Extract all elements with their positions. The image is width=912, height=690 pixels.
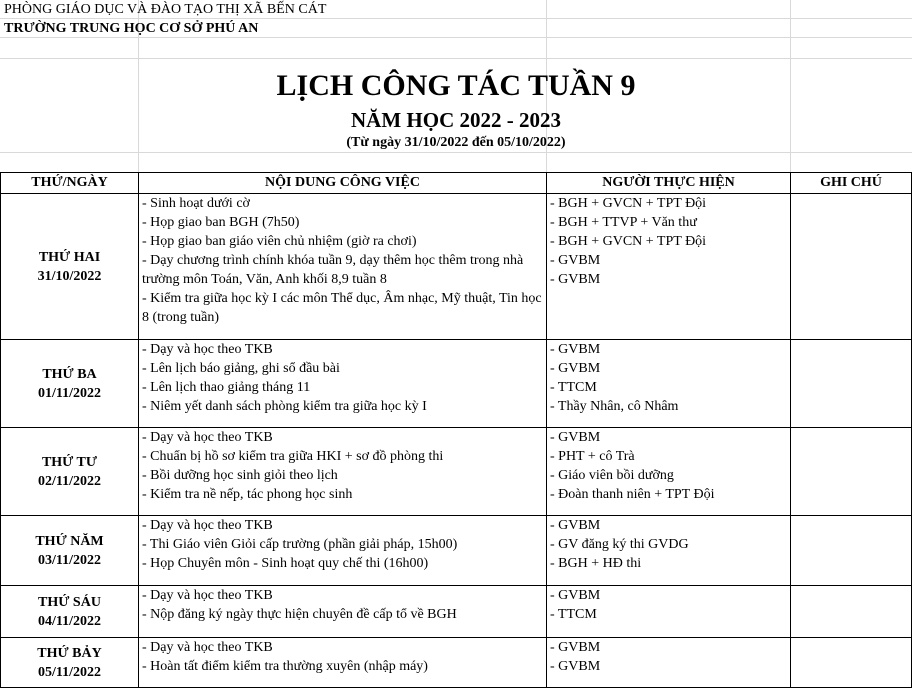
- gridline: [0, 37, 912, 38]
- task-item: - Dạy và học theo TKB: [142, 640, 273, 655]
- date-range: (Từ ngày 31/10/2022 đến 05/10/2022): [346, 135, 566, 150]
- table-row: [1, 638, 912, 688]
- schedule-table: [0, 172, 912, 688]
- people-cell: [547, 586, 791, 638]
- task-item: - Dạy và học theo TKB: [142, 588, 273, 603]
- table-row: [1, 194, 912, 340]
- tasks-cell: [139, 428, 547, 516]
- col-header-notes: GHI CHÚ: [791, 173, 912, 194]
- person-item: - BGH + GVCN + TPT Đội: [550, 196, 707, 211]
- person-item: - GVBM: [550, 659, 601, 674]
- day-cell: [1, 340, 139, 428]
- col-header-day: THỨ/NGÀY: [1, 173, 139, 194]
- task-item: - Sinh hoạt dưới cờ: [142, 196, 250, 211]
- col-header-tasks: NỘI DUNG CÔNG VIỆC: [139, 173, 547, 194]
- notes-cell: [791, 638, 912, 688]
- person-item: - GVBM: [550, 430, 601, 445]
- day-name: THỨ BA: [42, 366, 97, 382]
- day-name: THỨ BẢY: [37, 645, 102, 661]
- task-item: - Họp Chuyên môn - Sinh hoạt quy chế thi (16h00): [142, 556, 429, 571]
- task-item: - Lên lịch thao giảng tháng 11: [142, 380, 311, 395]
- notes-cell: [791, 340, 912, 428]
- day-cell: [1, 638, 139, 688]
- tasks-cell: [139, 194, 547, 340]
- task-item: - Nộp đăng ký ngày thực hiện chuyên đề cấp tổ về BGH: [142, 607, 457, 622]
- person-item: - GVBM: [550, 272, 601, 287]
- task-item: - Kiểm tra giữa học kỳ I các môn Thể dục, Âm nhạc, Mỹ thuật, Tin học 8 (trong tuần): [142, 291, 542, 325]
- notes-cell: [791, 516, 912, 586]
- day-date: 01/11/2022: [37, 385, 101, 401]
- people-cell: [547, 638, 791, 688]
- person-item: - Thầy Nhân, cô Nhâm: [550, 399, 679, 414]
- task-item: - Dạy chương trình chính khóa tuần 9, dạy thêm học thêm trong nhà trường môn Toán, Văn, Anh khối 8,9 tuần 8: [142, 253, 524, 287]
- gridline: [0, 58, 912, 59]
- notes-cell: [791, 194, 912, 340]
- notes-cell: [791, 586, 912, 638]
- person-item: - GVBM: [550, 640, 601, 655]
- people-cell: [547, 340, 791, 428]
- tasks-cell: [139, 516, 547, 586]
- day-cell: [1, 428, 139, 516]
- task-item: - Họp giao ban BGH (7h50): [142, 215, 300, 230]
- person-item: - BGH + HĐ thi: [550, 556, 642, 571]
- person-item: - GV đăng ký thi GVDG: [550, 537, 689, 552]
- task-item: - Kiểm tra nề nếp, tác phong học sinh: [142, 487, 353, 502]
- people-cell: [547, 428, 791, 516]
- task-item: - Hoàn tất điểm kiểm tra thường xuyên (nhập máy): [142, 659, 428, 674]
- task-item: - Thi Giáo viên Giỏi cấp trường (phần giải pháp, 15h00): [142, 537, 458, 552]
- person-item: - TTCM: [550, 607, 597, 622]
- col-header-people: NGƯỜI THỰC HIỆN: [547, 173, 791, 194]
- gridline: [0, 152, 912, 153]
- notes-cell: [791, 428, 912, 516]
- task-item: - Lên lịch báo giảng, ghi sổ đầu bài: [142, 361, 340, 376]
- person-item: - TTCM: [550, 380, 597, 395]
- day-date: 04/11/2022: [37, 613, 101, 629]
- person-item: - Giáo viên bồi dưỡng: [550, 468, 674, 483]
- day-cell: [1, 586, 139, 638]
- task-item: - Dạy và học theo TKB: [142, 430, 273, 445]
- school-name: TRƯỜNG TRUNG HỌC CƠ SỞ PHÚ AN: [4, 21, 259, 36]
- day-name: THỨ TƯ: [41, 454, 98, 470]
- school-year: NĂM HỌC 2022 - 2023: [351, 108, 561, 132]
- people-cell: [547, 516, 791, 586]
- department-name: PHÒNG GIÁO DỤC VÀ ĐÀO TẠO THỊ XÃ BẾN CÁT: [4, 2, 327, 17]
- task-item: - Dạy và học theo TKB: [142, 518, 273, 533]
- person-item: - PHT + cô Trà: [550, 449, 635, 464]
- task-item: - Dạy và học theo TKB: [142, 342, 273, 357]
- page-title: LỊCH CÔNG TÁC TUẦN 9: [276, 69, 636, 102]
- person-item: - BGH + GVCN + TPT Đội: [550, 234, 707, 249]
- day-name: THỨ NĂM: [35, 533, 104, 549]
- person-item: - GVBM: [550, 588, 601, 603]
- tasks-cell: [139, 638, 547, 688]
- gridline: [0, 18, 912, 19]
- day-name: THỨ SÁU: [38, 594, 101, 610]
- person-item: - Đoàn thanh niên + TPT Đội: [550, 487, 715, 502]
- day-date: 31/10/2022: [37, 268, 102, 284]
- header-row: [1, 173, 912, 194]
- person-item: - GVBM: [550, 361, 601, 376]
- task-item: - Chuẩn bị hồ sơ kiểm tra giữa HKI + sơ đồ phòng thi: [142, 449, 444, 464]
- person-item: - GVBM: [550, 518, 601, 533]
- tasks-cell: [139, 340, 547, 428]
- table-row: [1, 586, 912, 638]
- person-item: - GVBM: [550, 342, 601, 357]
- day-date: 02/11/2022: [37, 473, 101, 489]
- table-row: [1, 340, 912, 428]
- task-item: - Bồi dưỡng học sinh giỏi theo lịch: [142, 468, 338, 483]
- person-item: - GVBM: [550, 253, 601, 268]
- people-cell: [547, 194, 791, 340]
- task-item: - Họp giao ban giáo viên chủ nhiệm (giờ ra chơi): [142, 234, 417, 249]
- table-row: [1, 428, 912, 516]
- table-row: [1, 516, 912, 586]
- person-item: - BGH + TTVP + Văn thư: [550, 215, 697, 230]
- day-name: THỨ HAI: [38, 249, 101, 265]
- day-cell: [1, 516, 139, 586]
- day-cell: [1, 194, 139, 340]
- tasks-cell: [139, 586, 547, 638]
- task-item: - Niêm yết danh sách phòng kiểm tra giữa học kỳ I: [142, 399, 427, 414]
- day-date: 03/11/2022: [37, 552, 101, 568]
- day-date: 05/11/2022: [37, 664, 101, 680]
